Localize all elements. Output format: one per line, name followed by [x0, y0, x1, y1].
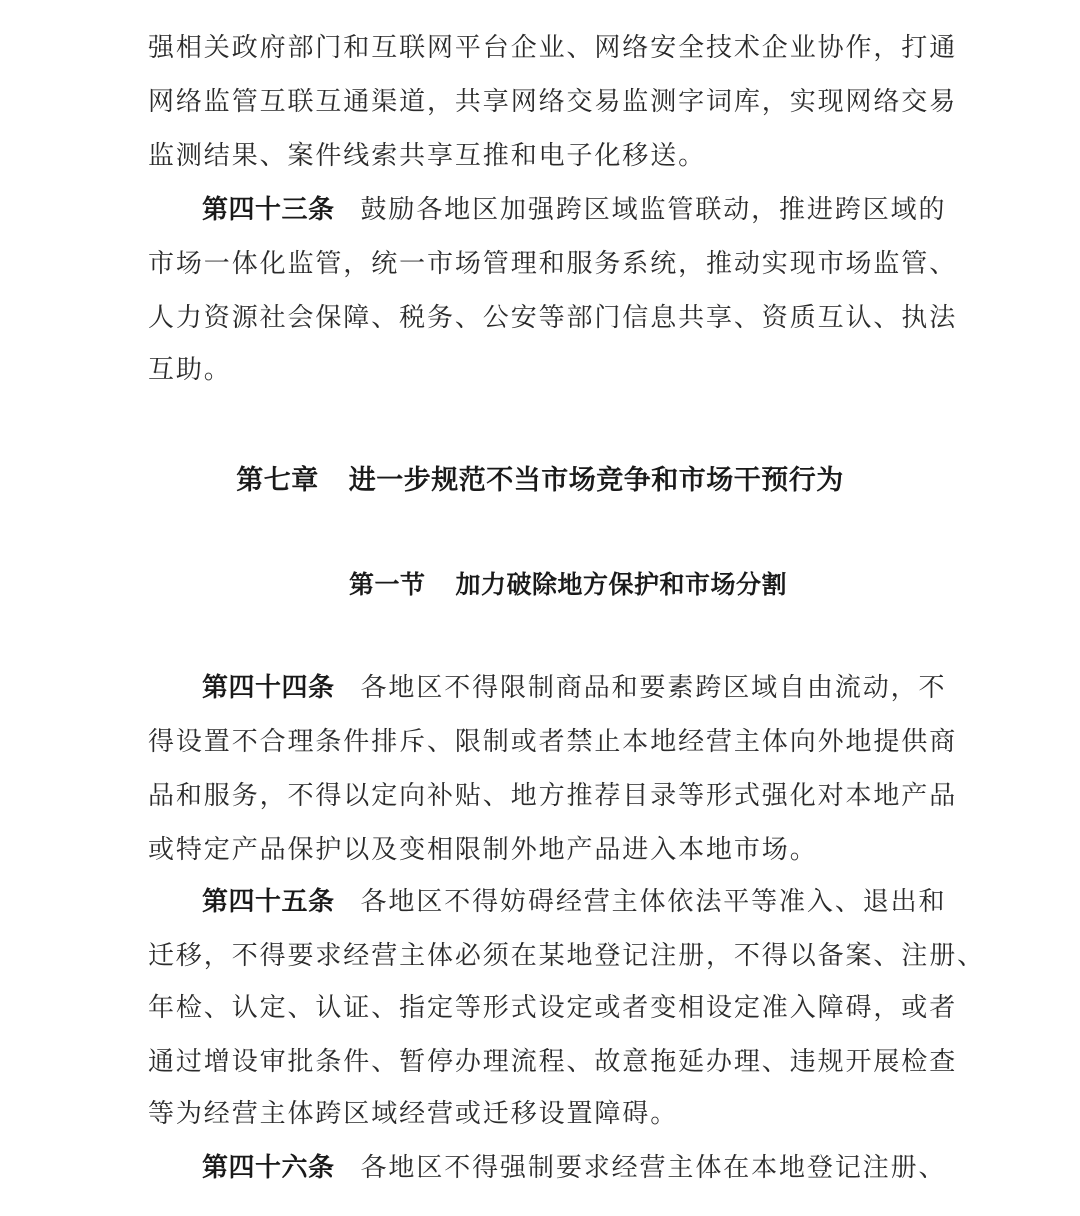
paragraph-line: 或特定产品保护以及变相限制外地产品进入本地市场。 — [148, 835, 818, 865]
paragraph-line: 年检、认定、认证、指定等形式设定或者变相设定准入障碍，或者 — [148, 993, 958, 1023]
article-43-text: 鼓励各地区加强跨区域监管联动，推进跨区域的 — [360, 195, 947, 225]
paragraph-line: 得设置不合理条件排斥、限制或者禁止本地经营主体向外地提供商 — [148, 727, 958, 757]
article-45-label: 第四十五条 — [202, 887, 335, 917]
paragraph-line: 互助。 — [148, 355, 232, 385]
chapter-number: 第七章 — [236, 465, 319, 496]
chapter-heading — [0, 458, 1080, 497]
article-45-first-line — [202, 887, 947, 917]
section-heading — [0, 565, 1080, 601]
article-44-first-line — [202, 673, 947, 703]
article-46-text: 各地区不得强制要求经营主体在本地登记注册、 — [360, 1153, 947, 1183]
article-44-label: 第四十四条 — [202, 673, 335, 703]
article-44-text: 各地区不得限制商品和要素跨区域自由流动，不 — [360, 673, 947, 703]
chapter-title: 进一步规范不当市场竞争和市场干预行为 — [348, 465, 844, 496]
article-45-text: 各地区不得妨碍经营主体依法平等准入、退出和 — [360, 887, 947, 917]
paragraph-line: 市场一体化监管，统一市场管理和服务系统，推动实现市场监管、 — [148, 249, 958, 279]
paragraph-line: 迁移，不得要求经营主体必须在某地登记注册，不得以备案、注册、 — [148, 941, 986, 971]
paragraph-line: 通过增设审批条件、暂停办理流程、故意拖延办理、违规开展检查 — [148, 1047, 958, 1077]
article-46-label: 第四十六条 — [202, 1153, 335, 1183]
paragraph-line: 人力资源社会保障、税务、公安等部门信息共享、资质互认、执法 — [148, 303, 958, 333]
paragraph-line: 等为经营主体跨区域经营或迁移设置障碍。 — [148, 1099, 679, 1129]
paragraph-line: 网络监管互联互通渠道，共享网络交易监测字词库，实现网络交易 — [148, 87, 958, 117]
article-43-label: 第四十三条 — [202, 195, 335, 225]
section-title: 加力破除地方保护和市场分割 — [455, 570, 788, 599]
paragraph-line: 强相关政府部门和互联网平台企业、网络安全技术企业协作，打通 — [148, 33, 958, 63]
paragraph-line: 监测结果、案件线索共享互推和电子化移送。 — [148, 141, 707, 171]
article-43-first-line — [202, 195, 947, 225]
section-number: 第一节 — [348, 570, 426, 599]
article-46-first-line — [202, 1153, 947, 1183]
paragraph-line: 品和服务，不得以定向补贴、地方推荐目录等形式强化对本地产品 — [148, 781, 958, 811]
